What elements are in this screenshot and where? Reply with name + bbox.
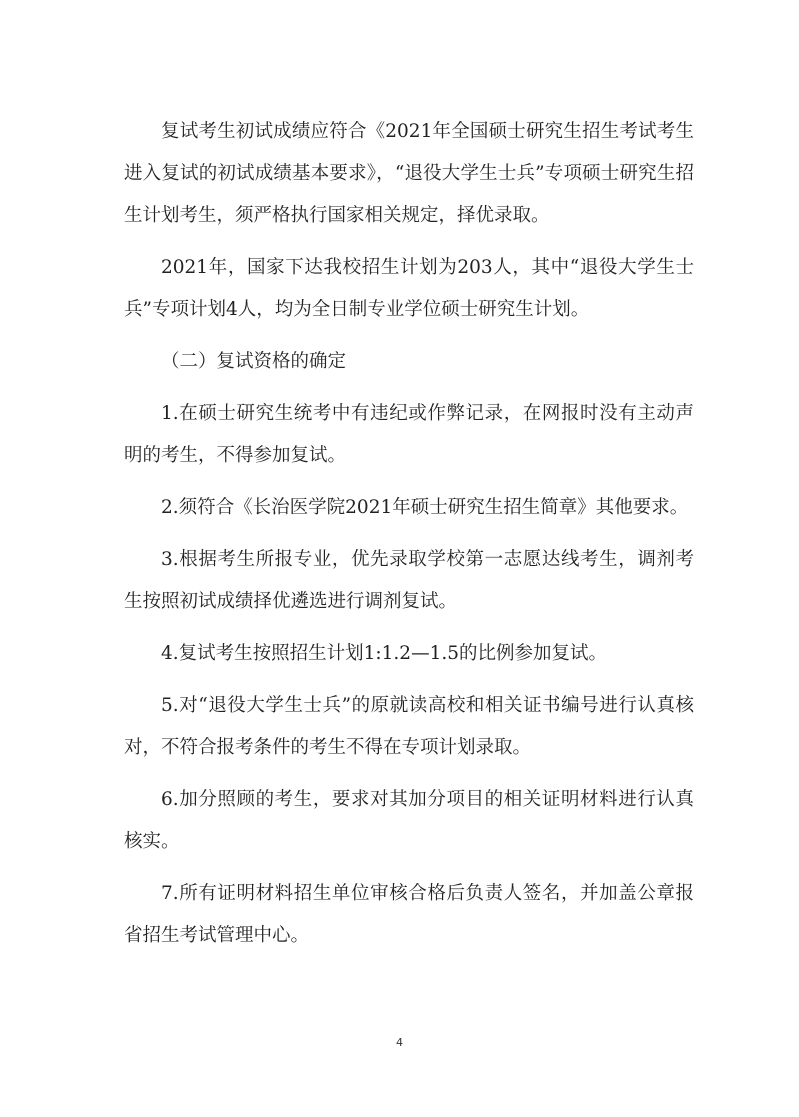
list-item: 1.在硕士研究生统考中有违纪或作弊记录，在网报时没有主动声明的考生，不得参加复试。 [124, 403, 694, 466]
list-item: 6.加分照顾的考生，要求对其加分项目的相关证明材料进行认真核实。 [124, 789, 694, 852]
list-item: 7.所有证明材料招生单位审核合格后负责人签名，并加盖公章报省招生考试管理中心。 [124, 883, 694, 946]
page-number: 4 [396, 1036, 403, 1049]
paragraph-initial-score-requirement: 复试考生初试成绩应符合《2021年全国硕士研究生招生考试考生进入复试的初试成绩基本要求》，“退役大学生士兵”专项硕士研究生招生计划考生，须严格执行国家相关规定，择优录取。 [124, 121, 694, 226]
section-heading: （二）复试资格的确定 [161, 351, 347, 372]
list-item: 2.须符合《长治医学院2021年硕士研究生招生简章》其他要求。 [161, 497, 689, 518]
list-item: 3.根据考生所报专业，优先录取学校第一志愿达线考生，调剂考生按照初试成绩择优遴选进行调剂复试。 [124, 549, 694, 612]
document-body [124, 111, 694, 957]
paragraph-enrollment-plan: 2021年，国家下达我校招生计划为203人，其中“退役大学生士兵”专项计划4人，均为全日制专业学位硕士研究生计划。 [124, 257, 694, 320]
list-item: 5.对“退役大学生士兵”的原就读高校和相关证书编号进行认真核对，不符合报考条件的考生不得在专项计划录取。 [124, 695, 694, 758]
list-item: 4.复试考生按照招生计划1:1.2—1.5的比例参加复试。 [161, 643, 607, 664]
